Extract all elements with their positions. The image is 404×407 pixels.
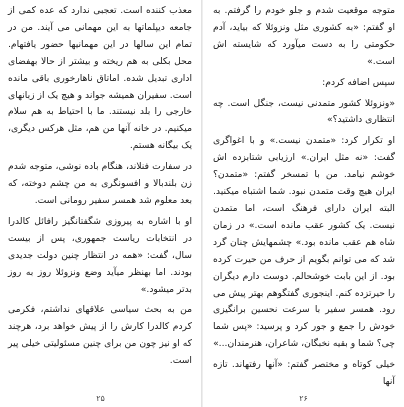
paragraph: سپس اضافه کردم: [322, 76, 395, 88]
page-number: ۲۵ [96, 394, 105, 403]
right-page [203, 0, 404, 407]
paragraph: متوجه موقعیت شدم و جلو خودم را گرفتم. به او گفتم: «به کشوری مثل ونزوئلا که بیاید، آدم حکومتی را به دست میآورد که شایسته اش است.» [213, 5, 395, 67]
paragraph: «ونزوئلا کشور متمدنی نیست، جنگل است. چه انتظاری داشتید؟» [213, 97, 395, 126]
left-page-text [8, 3, 192, 370]
left-page [0, 0, 201, 407]
paragraph: او با اشاره به پیروزی شگفتانگیز رافائل کالدرا در انتخابات ریاست جمهوری، پس از بیست سال، گفت: «همه در انتظار چنین دولت جدیدی بودند. اما بهنظر میآید وضع ونزوئلا روز به روز بدتر میشود.» [8, 215, 192, 295]
paragraph: در سفارت فنلاند، هنگام باده نوشی، متوجه شدم زن بلندبالا و افسونگری به من چشم دوخته، که بعد معلوم شد همسر سفیر رومانی است. [8, 161, 192, 206]
paragraph: او تکرار کرد: «متمدن نیست.» و با اغواگری گفت: «نه مثل ایران.» ارزیابی شتابزده اش خوشم نیامد. من با تمسخر گفتم: «متمدن؟ ایران هیچ وقت متمدن نبود. شما اشتباه میکنید. البته ایران دارای فرهنگ است، اما متمدن نیست. یک کشور عقب مانده است.» در زمان شاه هم عقب مانده بود.» چشمهایش چنان گرد شد که می توانم بگویم از حرف من حیرت کرده بود. از این بابت خوشحالم. دوست دارم دیگران را حیرتزده کنم. اینجوری گفتگوهم بهتر پیش می رود. همسر سفیر با سرعت نحسین برانگیزی خودش را جمع و جور کرد و پرسید: «پس شما چی؟ شما و بقیه نخبگان، شاعران، هنرمندان...» [213, 135, 395, 350]
paragraph: خیلی کوتاه و مختصر گفتم: «آنها رفتهاند. تازه آنها [213, 359, 395, 388]
page-number: ۲۶ [299, 394, 308, 403]
right-page-text [213, 3, 395, 391]
paragraph: من به بحث سیاسی علاقهای نداشتم، فکرمی کردم کالدرا کارش را از پیش خواهد برد، هرچند که او نیز چون من برای چنین مسئولیتی خیلی پیر است. [8, 304, 192, 367]
paragraph: معذب کننده است. تعجبی ندارد که عده کمی از جامعه دیپلماتها به این مهمانی می آیند. من در تمام این سالها در این مهمانیها حضور یافتهام. محل بکلی به هم ریخته و بیشتر از حالا بهفضای اداری تبدیل شده. اماتاق ناهارخوری باقی مانده است. سفیران همیشه جواند و هیچ یک از زبانهای خارجی را بلد نیستند. ما با احتیاط به هم سلام میکنیم. در خانه آنها من هم، مثل هرکس دیگری، یک بیگانه هستم. [8, 5, 192, 152]
